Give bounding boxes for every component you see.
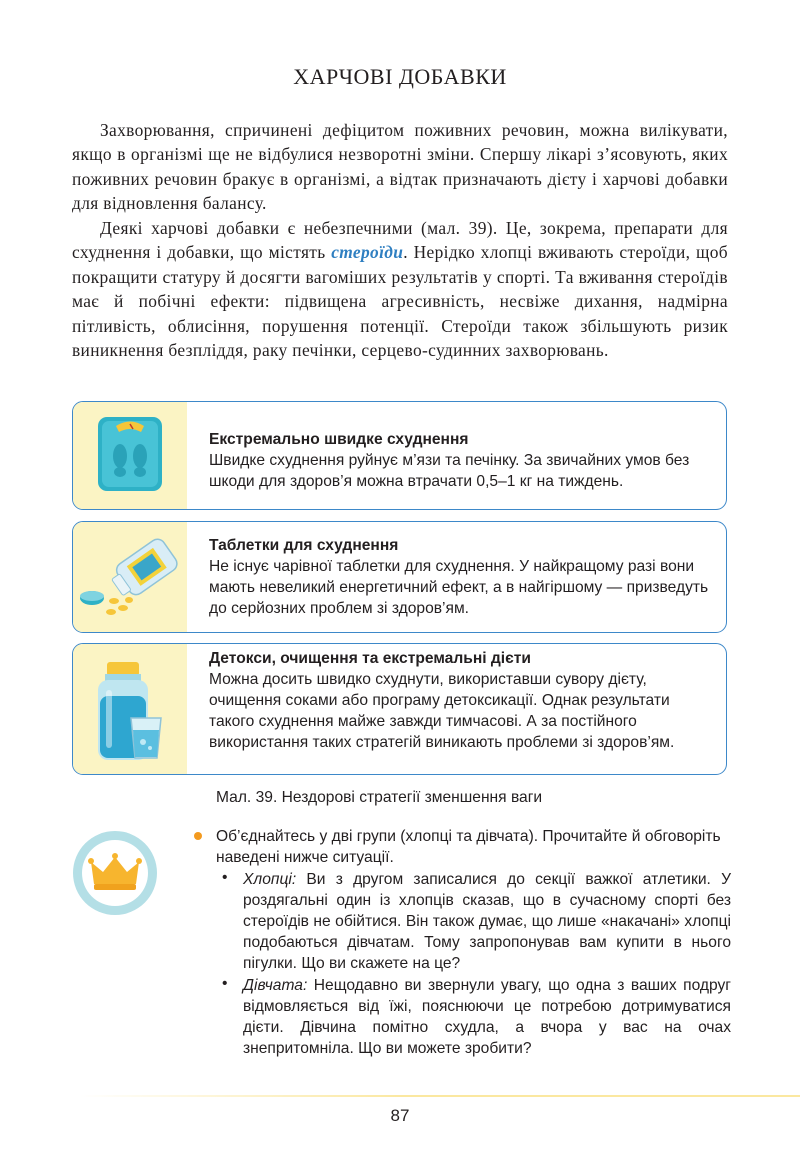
card-body (209, 648, 714, 753)
card-title: Детокси, очищення та екстремальні дієти (209, 650, 531, 667)
list-bullet: • (222, 975, 228, 992)
card-body (209, 429, 714, 492)
situation-boys (243, 869, 731, 974)
intro-paragraph: Захворювання, спричинені дефіцитом поживних речовин, можна вилікувати, якщо в організмі ще не відбулися незворотні зміни. Спершу лікарі з’ясовують, яких поживних речовин бракує в організмі, а відтак призначають дієту і харчові добавки для відновлення балансу. (72, 120, 728, 214)
page-title: ХАРЧОВІ ДОБАВКИ (293, 64, 507, 89)
paragraph-text-end: . Нерідко хлопці вживають стероїди, щоб покращити статуру й досягти вагоміших результатів у спорті. Та вживання стероїдів має й побічні ефекти: підвищена агресивність, несвіже дихання, надмірна пітливість, облисіння, порушення потенції. Стероїди також збільшують ризик виникнення безпліддя, раку печінки, серцево-судинних захворювань. (72, 242, 728, 361)
activity-prompt: Об’єднайтесь у дві групи (хлопці та дівчата). Прочитайте й обговоріть наведені нижче ситуації. (216, 828, 721, 866)
page-number: 87 (390, 1106, 410, 1125)
card-illustration (73, 644, 187, 774)
card-body (209, 535, 714, 619)
pill-bottle-icon (73, 522, 187, 632)
scale-icon (73, 402, 187, 509)
detox-bottle-icon (73, 644, 187, 774)
situation-label: Хлопці: (243, 871, 297, 888)
strategy-card-fast-weight-loss (72, 401, 727, 510)
card-description: Швидке схуднення руйнує м’язи та печінку. За звичайних умов без шкоди для здоров’я можна втрачати 0,5–1 кг на тиждень. (209, 452, 690, 490)
card-description: Можна досить швидко схуднути, використавши сувору дієту, очищення соками або програму детоксикації. Однак результати такого схуднення майже завжди тимчасові. А за постійного використання таких стратегій виникають проблеми зі здоров’ям. (209, 671, 675, 751)
crown-icon (72, 830, 158, 916)
paragraph-text-start: Деякі харчові добавки є небезпечними (мал. 39). Це, зокрема, препарати для схуднення і добавки, що містять (72, 218, 728, 263)
footer-divider (80, 1095, 800, 1097)
card-illustration (73, 402, 187, 509)
strategy-card-diet-pills (72, 521, 727, 633)
situation-text: Нещодавно ви звернули увагу, що одна з ваших подруг відмовляється від їжі, пояснюючи це потребою дотримуватися дієти. Дівчина помітно схудла, а вчора у вас на очах знепритомніла. Що ви можете зробити? (243, 977, 731, 1057)
bullet-dot (194, 832, 202, 840)
list-bullet: • (222, 869, 228, 886)
card-title: Таблетки для схуднення (209, 537, 399, 554)
card-description: Не існує чарівної таблетки для схуднення. У найкращому разі вони мають невеликий енергетичний ефект, а в найгіршому — призведуть до серйозних проблем зі здоров’ям. (209, 558, 709, 617)
glossary-term-steroids[interactable]: стероїди (331, 242, 404, 263)
situation-text: Ви з другом записалися до секції важкої атлетики. У роздягальні один із хлопців сказав, що в сучасному спорті без стероїдів не обійтися. Він також думає, що лише «накачані» хлопці подобаються дівчатам. Тому запропонував вам купити в нього пігулки. Що ви скажете на це? (243, 871, 731, 972)
supplements-paragraph (72, 216, 728, 362)
situation-label: Дівчата: (243, 977, 308, 994)
strategy-card-detox-diets (72, 643, 727, 775)
card-title: Екстремально швидке схуднення (209, 431, 469, 448)
card-illustration (73, 522, 187, 632)
situation-girls (243, 975, 731, 1059)
figure-caption: Мал. 39. Нездорові стратегії зменшення ваги (216, 789, 543, 806)
